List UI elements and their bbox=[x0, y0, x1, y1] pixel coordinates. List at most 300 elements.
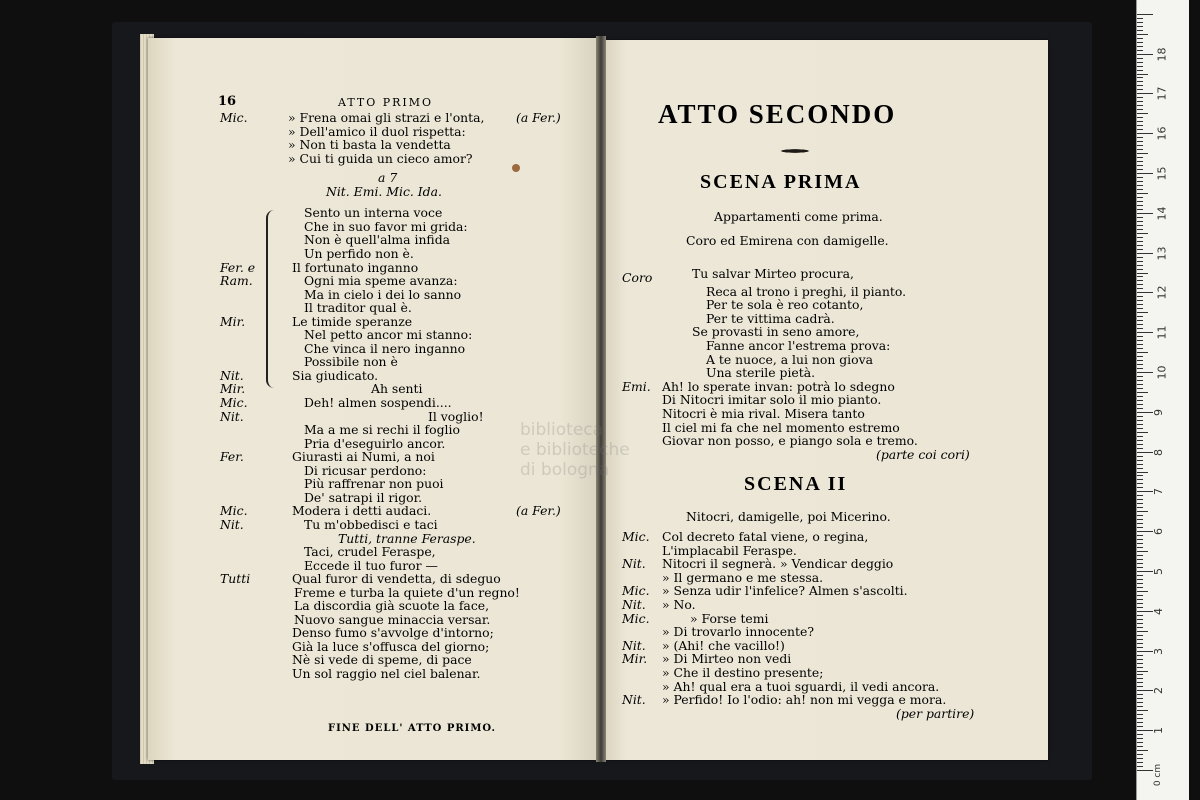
ruler-tick bbox=[1137, 348, 1143, 349]
verse-line: Fanne ancor l'estrema prova: bbox=[706, 338, 891, 353]
ruler-tick bbox=[1137, 479, 1143, 480]
ruler-tick bbox=[1137, 694, 1143, 695]
ruler-tick bbox=[1137, 26, 1143, 27]
ruler-tick bbox=[1137, 81, 1143, 82]
ruler-tick bbox=[1137, 257, 1143, 258]
ruler-tick bbox=[1137, 408, 1143, 409]
verse-line: Denso fumo s'avvolge d'intorno; bbox=[292, 625, 494, 641]
verse-line: a 7 bbox=[378, 170, 398, 186]
verse-line: Deh! almen sospendi.... bbox=[304, 395, 452, 410]
ruler-tick bbox=[1137, 30, 1143, 31]
ruler-tick bbox=[1137, 46, 1143, 47]
ruler-tick bbox=[1137, 125, 1143, 126]
ruler-tick bbox=[1137, 296, 1143, 297]
ruler-tick bbox=[1137, 300, 1143, 301]
ruler-tick bbox=[1137, 54, 1153, 55]
ruler-tick bbox=[1137, 762, 1143, 763]
ruler-tick bbox=[1137, 440, 1143, 441]
verse-line: » Dell'amico il duol rispetta: bbox=[288, 123, 466, 139]
ruler-tick bbox=[1137, 667, 1143, 668]
speaker-label: Coro bbox=[622, 270, 653, 285]
watermark-line: e biblioteche bbox=[520, 440, 630, 460]
ruler-tick bbox=[1137, 360, 1143, 361]
ornament-rule bbox=[772, 148, 818, 154]
ruler-tick bbox=[1137, 599, 1143, 600]
verse-line: Ma a me si rechi il foglio bbox=[304, 422, 460, 438]
verse-line: Per te sola è reo cotanto, bbox=[706, 297, 864, 313]
ruler-tick bbox=[1137, 603, 1143, 604]
ruler-tick bbox=[1137, 758, 1143, 759]
verse-line: De' satrapi il rigor. bbox=[304, 489, 423, 505]
verse-line: » No. bbox=[662, 597, 696, 612]
ruler-tick bbox=[1137, 611, 1153, 612]
ruler-tick bbox=[1137, 137, 1143, 138]
ink-stain bbox=[512, 164, 520, 172]
ruler-tick bbox=[1137, 424, 1143, 425]
ruler-tick bbox=[1137, 456, 1143, 457]
ruler-tick bbox=[1137, 308, 1143, 309]
ruler-tick bbox=[1137, 117, 1143, 118]
ruler-tick bbox=[1137, 169, 1143, 170]
verse-line: A te nuoce, a lui non giova bbox=[706, 351, 873, 367]
ruler-tick bbox=[1137, 487, 1143, 488]
ruler-tick bbox=[1137, 655, 1143, 656]
ruler-tick bbox=[1137, 698, 1143, 699]
ruler-tick bbox=[1137, 185, 1143, 186]
verse-line: Nuovo sangue minaccia versar. bbox=[294, 611, 491, 627]
ruler-label: 17 bbox=[1155, 86, 1169, 101]
ruler-tick bbox=[1137, 690, 1153, 691]
ruler-tick bbox=[1137, 66, 1143, 67]
ruler-tick bbox=[1137, 145, 1143, 146]
ruler-tick bbox=[1137, 678, 1143, 679]
speaker-label: Mir. bbox=[220, 313, 246, 329]
ruler-tick bbox=[1137, 432, 1148, 433]
cast-line: Nitocri, damigelle, poi Micerino. bbox=[686, 509, 891, 524]
speaker-label: Nit. bbox=[622, 692, 646, 708]
ruler-tick bbox=[1137, 750, 1148, 751]
ruler-tick bbox=[1137, 428, 1143, 429]
verse-line: Ah! lo sperate invan: potrà lo sdegno bbox=[662, 378, 895, 394]
ruler-tick bbox=[1137, 332, 1153, 333]
ruler-tick bbox=[1137, 284, 1143, 285]
ruler-unit: 0 cm bbox=[1153, 763, 1164, 787]
ruler-tick bbox=[1137, 324, 1143, 325]
stage-direction: (a Fer.) bbox=[516, 110, 561, 125]
ruler-tick bbox=[1137, 388, 1143, 389]
ruler-tick bbox=[1137, 539, 1143, 540]
speaker-label: Mir. bbox=[622, 651, 648, 667]
ruler-tick bbox=[1137, 372, 1153, 373]
ruler-tick bbox=[1137, 623, 1143, 624]
ruler-tick bbox=[1137, 472, 1148, 473]
ruler-tick bbox=[1137, 766, 1143, 767]
ruler-tick bbox=[1137, 269, 1143, 270]
speaker-label: Nit. bbox=[220, 408, 244, 424]
ruler-tick bbox=[1137, 515, 1143, 516]
verse-line: Tu m'obbedisci e taci bbox=[304, 516, 438, 532]
ruler-tick bbox=[1137, 276, 1143, 277]
ruler-tick bbox=[1137, 38, 1143, 39]
ruler-label: 15 bbox=[1155, 166, 1169, 181]
ruler-tick bbox=[1137, 734, 1143, 735]
verse-line: Per te vittima cadrà. bbox=[706, 310, 835, 326]
ruler-tick bbox=[1137, 141, 1143, 142]
ruler-tick bbox=[1137, 344, 1143, 345]
ruler-tick bbox=[1137, 97, 1143, 98]
ruler-tick bbox=[1137, 193, 1148, 194]
ruler-tick bbox=[1137, 726, 1143, 727]
ruler-tick bbox=[1137, 579, 1143, 580]
verse-line: » (Ahi! che vacillo!) bbox=[662, 637, 785, 653]
verse-line: Che vinca il nero inganno bbox=[304, 340, 466, 356]
running-head: ATTO PRIMO bbox=[338, 96, 434, 109]
ruler-label: 18 bbox=[1155, 47, 1169, 62]
speaker-label: Mic. bbox=[622, 583, 650, 599]
ruler-tick bbox=[1137, 340, 1143, 341]
ruler-tick bbox=[1137, 527, 1143, 528]
ruler-tick bbox=[1137, 213, 1153, 214]
ruler-tick bbox=[1137, 718, 1143, 719]
scene-title: SCENA II bbox=[744, 473, 848, 495]
ruler-tick bbox=[1137, 535, 1143, 536]
verse-line: Nel petto ancor mi stanno: bbox=[304, 327, 473, 343]
speaker-label: Nit. bbox=[622, 556, 646, 572]
ruler-tick bbox=[1137, 468, 1143, 469]
ruler-label: 6 bbox=[1152, 528, 1165, 536]
verse-line: Il voglio! bbox=[428, 408, 484, 424]
ruler-label: 3 bbox=[1152, 647, 1165, 655]
ruler-tick bbox=[1137, 288, 1143, 289]
ruler-tick bbox=[1137, 460, 1143, 461]
ruler-tick bbox=[1137, 189, 1143, 190]
speaker-label: Mir. bbox=[220, 381, 246, 397]
ruler-tick bbox=[1137, 74, 1148, 75]
ruler-tick bbox=[1137, 173, 1153, 174]
ruler-tick bbox=[1137, 161, 1143, 162]
watermark-line: di bologna bbox=[520, 460, 610, 480]
ruler-tick bbox=[1137, 153, 1148, 154]
ruler-tick bbox=[1137, 631, 1148, 632]
speaker-label: Tutti bbox=[220, 571, 251, 587]
ruler-tick bbox=[1137, 730, 1153, 731]
speaker-label: Mic. bbox=[220, 503, 248, 519]
verse-line: Che in suo favor mi grida: bbox=[304, 218, 468, 234]
verse-line: Il fortunato inganno bbox=[292, 259, 419, 275]
speaker-label: Fer. bbox=[220, 449, 244, 465]
ruler-tick bbox=[1137, 221, 1143, 222]
verse-line: Una sterile pietà. bbox=[706, 365, 816, 381]
cast-line: Coro ed Emirena con damigelle. bbox=[686, 233, 889, 248]
ruler-label: 12 bbox=[1155, 285, 1169, 300]
speaker-label: Emi. bbox=[622, 378, 651, 394]
ruler-tick bbox=[1137, 280, 1143, 281]
act-end-line: FINE DELL' ATTO PRIMO. bbox=[328, 723, 497, 734]
verse-line: Col decreto fatal viene, o regina, bbox=[662, 529, 869, 544]
ruler-label: 10 bbox=[1155, 365, 1169, 380]
ruler-tick bbox=[1137, 316, 1143, 317]
verse-line: » Di Mirteo non vedi bbox=[662, 651, 792, 667]
verse-line: (parte coi cori) bbox=[876, 446, 970, 462]
ruler-tick bbox=[1137, 217, 1143, 218]
ruler-tick bbox=[1137, 686, 1143, 687]
verse-line: Se provasti in seno amore, bbox=[692, 324, 860, 340]
ruler-tick bbox=[1137, 177, 1143, 178]
ruler-tick bbox=[1137, 105, 1143, 106]
ruler-tick bbox=[1137, 499, 1143, 500]
verse-line: Ma in cielo i dei lo sanno bbox=[304, 286, 462, 302]
speaker-label: Mic. bbox=[622, 610, 650, 626]
ruler-tick bbox=[1137, 682, 1143, 683]
verse-line: Nitocri il segnerà. » Vendicar deggio bbox=[662, 556, 894, 572]
verse-line: Reca al trono i preghi, il pianto. bbox=[706, 283, 907, 299]
speaker-label: Fer. e bbox=[220, 259, 256, 275]
ruler-tick bbox=[1137, 77, 1143, 78]
verse-line: » Che il destino presente; bbox=[662, 665, 824, 680]
ruler-tick bbox=[1137, 607, 1143, 608]
ruler-tick bbox=[1137, 42, 1143, 43]
ruler-tick bbox=[1137, 742, 1143, 743]
ruler-tick bbox=[1137, 109, 1143, 110]
ruler-tick bbox=[1137, 368, 1143, 369]
verse-line: Taci, crudel Feraspe, bbox=[304, 544, 436, 560]
ruler-tick bbox=[1137, 523, 1143, 524]
verse-line: Giurasti ai Numi, a noi bbox=[292, 449, 435, 465]
ruler-tick bbox=[1137, 591, 1148, 592]
verse-line: Nitocri è mia rival. Misera tanto bbox=[662, 406, 865, 421]
ruler-tick bbox=[1137, 547, 1143, 548]
ruler-tick bbox=[1137, 452, 1153, 453]
ruler-tick bbox=[1137, 209, 1143, 210]
ruler-tick bbox=[1137, 563, 1143, 564]
ruler-tick bbox=[1137, 615, 1143, 616]
ruler-tick bbox=[1137, 157, 1143, 158]
ruler-tick bbox=[1137, 491, 1153, 492]
ruler-label: 5 bbox=[1152, 568, 1165, 575]
ruler-tick bbox=[1137, 352, 1148, 353]
ruler-tick bbox=[1137, 229, 1143, 230]
ruler-label: 16 bbox=[1155, 126, 1169, 141]
ruler-tick bbox=[1137, 651, 1153, 652]
speaker-label: Mic. bbox=[622, 529, 650, 544]
ruler-tick bbox=[1137, 770, 1153, 771]
ruler-label: 8 bbox=[1152, 448, 1165, 456]
ruler-tick bbox=[1137, 448, 1143, 449]
ruler-tick bbox=[1137, 133, 1153, 134]
ruler-tick bbox=[1137, 706, 1143, 707]
ruler-tick bbox=[1137, 575, 1143, 576]
verse-line: Nè si vede di speme, di pace bbox=[292, 652, 472, 668]
ruler-tick bbox=[1137, 635, 1143, 636]
verse-line: Il ciel mi fa che nel momento estremo bbox=[662, 419, 900, 435]
ruler-tick bbox=[1137, 559, 1143, 560]
ruler-tick bbox=[1137, 671, 1148, 672]
verse-line: Già la luce s'offusca del giorno; bbox=[292, 638, 490, 654]
ruler-tick bbox=[1137, 18, 1143, 19]
verse-line: Di ricusar perdono: bbox=[304, 462, 427, 478]
ruler-tick bbox=[1137, 320, 1143, 321]
act-title: ATTO SECONDO bbox=[658, 99, 897, 129]
ruler-tick bbox=[1137, 328, 1143, 329]
ruler-tick bbox=[1137, 273, 1148, 274]
verse-line: Le timide speranze bbox=[292, 313, 413, 329]
ruler-tick bbox=[1137, 511, 1148, 512]
ruler-tick bbox=[1137, 34, 1148, 35]
ruler-label: 1 bbox=[1152, 727, 1165, 735]
ruler-tick bbox=[1137, 587, 1143, 588]
ruler-tick bbox=[1137, 543, 1143, 544]
ruler-tick bbox=[1137, 89, 1143, 90]
ruler-tick bbox=[1137, 404, 1143, 405]
ruler-tick bbox=[1137, 464, 1143, 465]
ruler-tick bbox=[1137, 475, 1143, 476]
verse-line: Ogni mia speme avanza: bbox=[304, 273, 458, 289]
ruler-tick bbox=[1137, 261, 1143, 262]
ruler-tick bbox=[1137, 420, 1143, 421]
ruler-tick bbox=[1137, 412, 1153, 413]
ruler-tick bbox=[1137, 380, 1143, 381]
watermark-line: biblioteca bbox=[520, 420, 604, 440]
verse-line: Tutti, tranne Feraspe. bbox=[338, 530, 476, 546]
verse-line: Un sol raggio nel ciel balenar. bbox=[292, 666, 481, 681]
ruler-tick bbox=[1137, 384, 1143, 385]
ruler-tick bbox=[1137, 249, 1143, 250]
ruler-tick bbox=[1137, 722, 1143, 723]
page-number: 16 bbox=[218, 94, 237, 109]
verse-line: Qual furor di vendetta, di sdeguo bbox=[292, 571, 501, 587]
verse-line: Possibile non è bbox=[304, 354, 398, 370]
ruler-tick bbox=[1137, 754, 1143, 755]
ruler-tick bbox=[1137, 659, 1143, 660]
ruler-tick bbox=[1137, 22, 1143, 23]
ruler-tick bbox=[1137, 197, 1143, 198]
ruler-tick bbox=[1137, 237, 1143, 238]
speaker-label: Ram. bbox=[220, 273, 253, 289]
speaker-label: Mic. bbox=[220, 395, 248, 410]
ruler-tick bbox=[1137, 519, 1143, 520]
ruler-tick bbox=[1137, 205, 1143, 206]
ruler-tick bbox=[1137, 583, 1143, 584]
ruler-tick bbox=[1137, 58, 1143, 59]
ruler-tick bbox=[1137, 639, 1143, 640]
ruler-tick bbox=[1137, 396, 1143, 397]
speaker-label: Nit. bbox=[622, 597, 646, 612]
verse-line: Un perfido non è. bbox=[304, 245, 414, 261]
book-gutter bbox=[596, 36, 606, 762]
ruler-tick bbox=[1137, 643, 1143, 644]
verse-line: La discordia già scuote la face, bbox=[294, 598, 490, 614]
verse-line: (per partire) bbox=[896, 705, 975, 721]
ruler-tick bbox=[1137, 503, 1143, 504]
ruler-tick bbox=[1137, 495, 1143, 496]
verse-line: Di Nitocri imitar solo il mio pianto. bbox=[662, 392, 882, 408]
ruler-tick bbox=[1137, 225, 1143, 226]
verse-line: Freme e turba la quiete d'un regno! bbox=[294, 584, 520, 600]
verse-line: » Forse temi bbox=[690, 610, 769, 626]
ruler-label: 7 bbox=[1152, 488, 1165, 496]
ruler-tick bbox=[1137, 627, 1143, 628]
verse-line: Il traditor qual è. bbox=[304, 300, 412, 316]
ruler-tick bbox=[1137, 113, 1148, 114]
ruler-tick bbox=[1137, 129, 1143, 130]
ruler-label: 11 bbox=[1155, 325, 1169, 340]
ruler-tick bbox=[1137, 364, 1143, 365]
ruler-tick bbox=[1137, 619, 1143, 620]
ruler-tick bbox=[1137, 710, 1148, 711]
verse-line: Ah senti bbox=[371, 381, 423, 397]
verse-line: » Frena omai gli strazi e l'onta, bbox=[288, 110, 485, 125]
verse-line: Tu salvar Mirteo procura, bbox=[692, 266, 854, 281]
ruler-tick bbox=[1137, 50, 1143, 51]
ruler-tick bbox=[1137, 245, 1143, 246]
ruler-tick bbox=[1137, 62, 1143, 63]
ruler-tick bbox=[1137, 595, 1143, 596]
verse-line: L'implacabil Feraspe. bbox=[662, 542, 797, 558]
ruler-tick bbox=[1137, 265, 1143, 266]
verse-line: » Cui ti guida un cieco amor? bbox=[288, 150, 473, 166]
ruler-tick bbox=[1137, 674, 1143, 675]
ruler-tick bbox=[1137, 356, 1143, 357]
ruler-tick bbox=[1137, 181, 1143, 182]
ruler-tick bbox=[1137, 101, 1143, 102]
ruler-tick bbox=[1137, 738, 1143, 739]
verse-line: » Il germano e me stessa. bbox=[662, 569, 824, 585]
ruler-tick bbox=[1137, 93, 1153, 94]
ruler-tick bbox=[1137, 121, 1143, 122]
ruler-tick bbox=[1137, 70, 1143, 71]
ruler-tick bbox=[1137, 647, 1143, 648]
ruler-label: 9 bbox=[1152, 408, 1165, 416]
ruler-tick bbox=[1137, 567, 1143, 568]
ruler-tick bbox=[1137, 292, 1153, 293]
verse-line: Modera i detti audaci. bbox=[292, 503, 432, 519]
ruler-tick bbox=[1137, 746, 1143, 747]
speaker-label: Mic. bbox=[220, 110, 248, 125]
ruler-label: 4 bbox=[1152, 607, 1165, 615]
ruler-tick bbox=[1137, 312, 1148, 313]
ruler-tick bbox=[1137, 336, 1143, 337]
brace-mark bbox=[266, 210, 278, 388]
ruler-label: 13 bbox=[1155, 246, 1169, 261]
ruler-tick bbox=[1137, 483, 1143, 484]
speaker-label: Nit. bbox=[220, 516, 244, 532]
verse-line: » Di trovarlo innocente? bbox=[662, 624, 814, 640]
ruler-tick bbox=[1137, 416, 1143, 417]
ruler-tick bbox=[1137, 531, 1153, 532]
verse-line: Sia giudicato. bbox=[292, 367, 379, 383]
ruler-tick bbox=[1137, 241, 1143, 242]
verse-line: Eccede il tuo furor — bbox=[304, 557, 438, 573]
ruler-tick bbox=[1137, 507, 1143, 508]
ruler-tick bbox=[1137, 571, 1153, 572]
verse-line: Nit. Emi. Mic. Ida. bbox=[326, 183, 442, 199]
verse-line: Non è quell'alma infida bbox=[304, 232, 451, 248]
ruler-tick bbox=[1137, 165, 1143, 166]
ruler-tick bbox=[1137, 392, 1148, 393]
speaker-label: Nit. bbox=[622, 637, 646, 653]
verse-line: Giovar non posso, e piango sola e tremo. bbox=[662, 433, 918, 449]
ruler-tick bbox=[1137, 253, 1153, 254]
ruler-label: 14 bbox=[1155, 206, 1169, 221]
ruler-tick bbox=[1137, 555, 1143, 556]
ruler-tick bbox=[1137, 149, 1143, 150]
ruler-tick bbox=[1137, 551, 1148, 552]
ruler-tick bbox=[1137, 714, 1143, 715]
ruler-tick bbox=[1137, 201, 1143, 202]
ruler-tick bbox=[1137, 400, 1143, 401]
scene-title: SCENA PRIMA bbox=[700, 171, 862, 193]
verse-line: » Non ti basta la vendetta bbox=[288, 137, 451, 153]
